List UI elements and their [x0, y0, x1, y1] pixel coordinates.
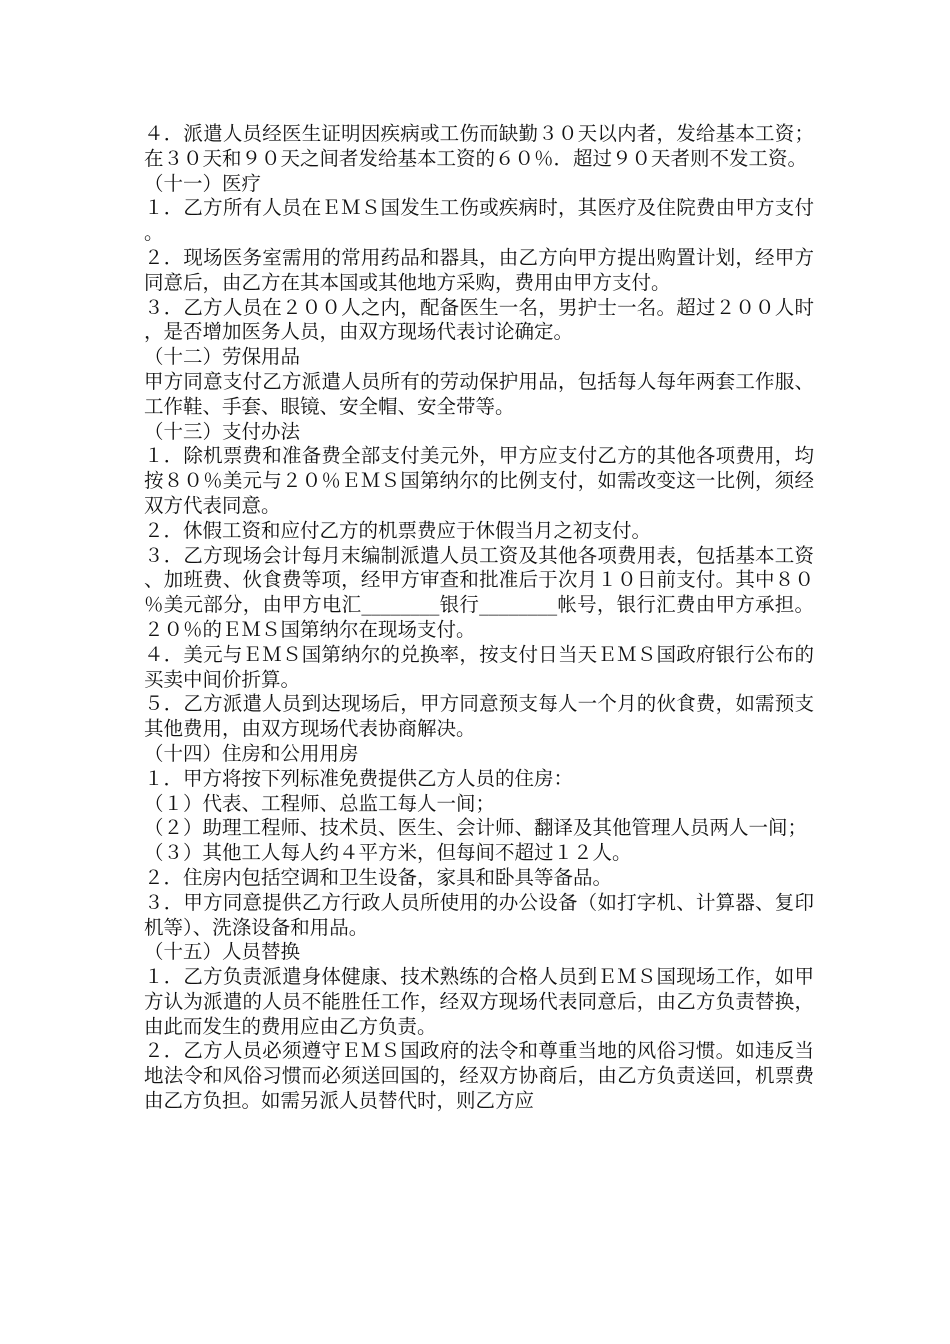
paragraph-housing-item-2: （２）助理工程师、技术员、医生、会计师、翻译及其他管理人员两人一间；: [144, 816, 808, 840]
paragraph-medical-staff: ３．乙方人员在２００人之内，配备医生一名，男护士一名。超过２００人时，是否增加医务人员，由双方现场代表讨论确定。: [144, 295, 814, 344]
paragraph-medical-supplies: ２．现场医务室需用的常用药品和器具，由乙方向甲方提出购置计划，经甲方同意后，由乙方在其本国或其他地方采购，费用由甲方支付。: [144, 245, 814, 294]
paragraph-medical-costs: １．乙方所有人员在ＥＭＳ国发生工伤或疾病时，其医疗及住院费由甲方支付。: [144, 196, 814, 245]
paragraph-monthly-payroll: ３．乙方现场会计每月末编制派遣人员工资及其他各项费用表，包括基本工资、加班费、伙食费等项，经甲方审查和批准后于次月１０日前支付。其中８０％美元部分，由甲方电汇________银行________帐号，银行汇费由甲方承担。２０％的ＥＭＳ国第纳尔在现场支付。: [144, 543, 814, 641]
section-heading-payment-method: （十三）支付办法: [144, 419, 301, 443]
paragraph-protective-equipment: 甲方同意支付乙方派遣人员所有的劳动保护用品，包括每人每年两套工作服、工作鞋、手套、眼镜、安全帽、安全带等。: [144, 369, 814, 418]
paragraph-office-equipment: ３．甲方同意提供乙方行政人员所使用的办公设备（如打字机、计算器、复印机等）、洗涤设备和用品。: [144, 890, 814, 939]
section-heading-housing: （十四）住房和公用用房: [144, 741, 359, 765]
paragraph-replacement-qualification: １．乙方负责派遣身体健康、技术熟练的合格人员到ＥＭＳ国现场工作，如甲方认为派遣的人员不能胜任工作，经双方现场代表同意后，由乙方负责替换，由此而发生的费用应由乙方负责。: [144, 965, 814, 1038]
document-page: [144, 122, 814, 1114]
section-heading-medical: （十一）医疗: [144, 171, 262, 195]
paragraph-housing-facilities: ２．住房内包括空调和卫生设备，家具和卧具等备品。: [144, 865, 613, 889]
paragraph-housing-item-3: （３）其他工人每人约４平方米，但每间不超过１２人。: [144, 841, 632, 865]
paragraph-housing-standard: １．甲方将按下列标准免费提供乙方人员的住房：: [144, 766, 574, 790]
section-heading-protective-equipment: （十二）劳保用品: [144, 345, 301, 369]
paragraph-replacement-conduct: ２．乙方人员必须遵守ＥＭＳ国政府的法令和尊重当地的风俗习惯。如违反当地法令和风俗习惯而必须送回国的，经双方协商后，由乙方负责送回，机票费由乙方负担。如需另派人员替代时，则乙方应: [144, 1039, 814, 1113]
paragraph-payment-ratio: １．除机票费和准备费全部支付美元外，甲方应支付乙方的其他各项费用，均按８０％美元与２０％ＥＭＳ国第纳尔的比例支付，如需改变这一比例，须经双方代表同意。: [144, 444, 814, 517]
paragraph-sick-leave-pay: ４．派遣人员经医生证明因疾病或工伤而缺勤３０天以内者，发给基本工资；在３０天和９０天之间者发给基本工资的６０％．超过９０天者则不发工资。: [144, 122, 814, 170]
paragraph-advance-payment: ５．乙方派遣人员到达现场后，甲方同意预支每人一个月的伙食费，如需预支其他费用，由双方现场代表协商解决。: [144, 692, 814, 741]
paragraph-exchange-rate: ４．美元与ＥＭＳ国第纳尔的兑换率，按支付日当天ＥＭＳ国政府银行公布的买卖中间价折算。: [144, 642, 814, 691]
paragraph-housing-item-1: （１）代表、工程师、总监工每人一间；: [144, 791, 496, 815]
section-heading-personnel-replacement: （十五）人员替换: [144, 940, 301, 964]
paragraph-vacation-pay: ２．休假工资和应付乙方的机票费应于休假当月之初支付。: [144, 518, 652, 542]
